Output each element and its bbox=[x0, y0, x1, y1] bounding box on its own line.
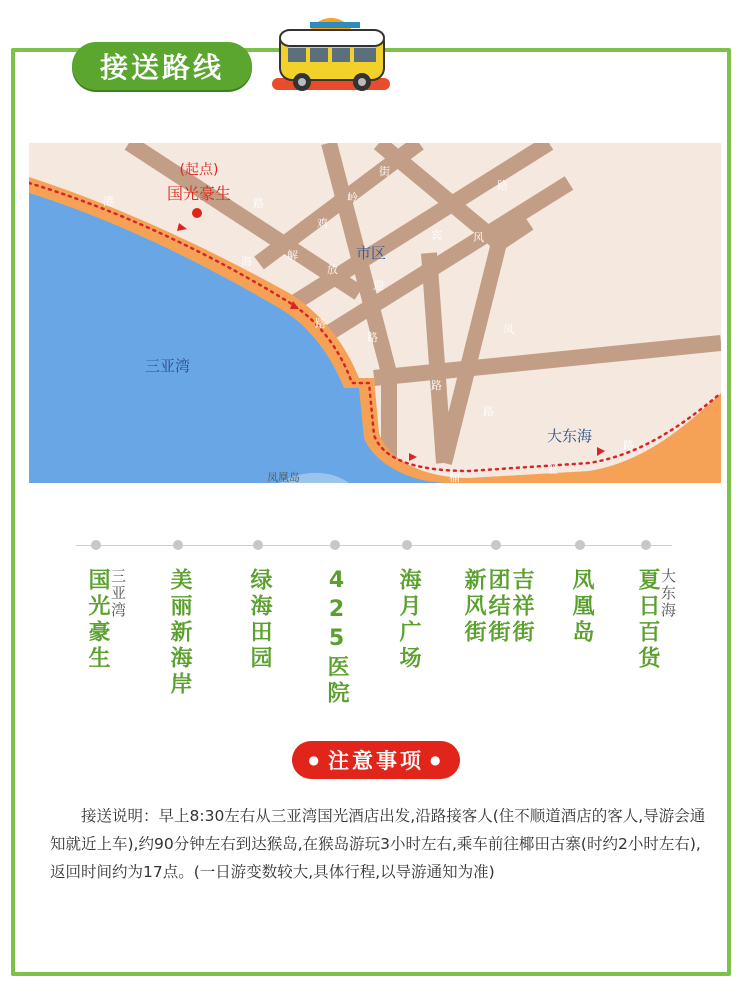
road-char: 风 bbox=[473, 231, 484, 244]
stop-name: 凤凰岛 bbox=[569, 568, 594, 646]
notice-title-badge bbox=[292, 741, 460, 779]
stop-meili bbox=[168, 568, 190, 698]
fenghuang-island-label: 凤凰岛 bbox=[267, 471, 300, 483]
stop-area: 三亚湾 bbox=[109, 568, 127, 619]
timeline-dot bbox=[91, 540, 101, 550]
timeline-dot bbox=[330, 540, 340, 550]
stop-name: 海月广场 bbox=[396, 568, 421, 672]
notice-title: 注意事项 bbox=[328, 749, 424, 773]
stop-fenghuang bbox=[570, 568, 592, 646]
dot-icon: ● bbox=[308, 753, 322, 767]
sanya-bay-label: 三亚湾 bbox=[145, 357, 191, 375]
stop-name: 夏日百货 bbox=[635, 568, 660, 672]
road-char: 宾 bbox=[431, 229, 442, 242]
notice-body: 接送说明：早上8:30左右从三亚湾国光酒店出发,沿路接客人(住不顺道酒店的客人,导游会通知就近上车),约90分钟左右到达猴岛,在猴岛游玩3小时左右,乘车前往椰田古寨(时约2小时左右),返回时间约为17点。(一日游变数较大,具体行程,以导游通知为准) bbox=[50, 807, 706, 881]
timeline-dot bbox=[575, 540, 585, 550]
stop-guoguang bbox=[86, 568, 125, 672]
stop-name: 国光豪生 bbox=[85, 568, 110, 672]
city-label: 市区 bbox=[356, 244, 387, 262]
road-char: 亚 bbox=[547, 463, 558, 476]
road-char: 路 bbox=[367, 331, 378, 344]
dadonghai-label: 大东海 bbox=[547, 427, 593, 445]
stop-lvhai bbox=[248, 568, 270, 672]
stop-haiyue bbox=[397, 568, 419, 672]
road-char: 放 bbox=[327, 263, 338, 276]
start-name: 国光豪生 bbox=[166, 184, 232, 203]
stop-name: 吉祥街 bbox=[509, 568, 534, 646]
timeline-dot bbox=[253, 540, 263, 550]
stop-name: 新风街 bbox=[461, 568, 486, 646]
timeline-dot bbox=[402, 540, 412, 550]
timeline-dot bbox=[173, 540, 183, 550]
stop-name: 团结街 bbox=[485, 568, 510, 646]
road-char: 港 bbox=[103, 195, 114, 208]
road-char: 路 bbox=[253, 197, 264, 210]
stop-area: 大东海 bbox=[659, 568, 677, 619]
road-char: 路 bbox=[497, 179, 508, 192]
stop-name: 绿海田园 bbox=[247, 568, 272, 672]
road-char: 鸡 bbox=[317, 217, 328, 230]
road-char: 凤 bbox=[503, 323, 514, 336]
road-char: 路 bbox=[623, 439, 634, 452]
start-tag: (起点) bbox=[179, 162, 219, 178]
timeline-dot bbox=[491, 540, 501, 550]
section-title: 接送路线 bbox=[72, 42, 252, 90]
road-char: 岭 bbox=[347, 191, 358, 204]
stop-streets bbox=[462, 568, 532, 646]
stop-name: 425医院 bbox=[324, 568, 349, 707]
road-char: 路 bbox=[483, 405, 494, 418]
timeline-dot bbox=[641, 540, 651, 550]
road-char: 街 bbox=[379, 165, 390, 178]
dot-icon: ● bbox=[430, 753, 444, 767]
road-char: 迎 bbox=[373, 279, 384, 292]
road-char: 路 bbox=[315, 317, 326, 330]
stop-425 bbox=[325, 568, 347, 707]
road-char: 榆 bbox=[449, 471, 460, 483]
road-char: 海 bbox=[241, 255, 252, 268]
stop-name: 美丽新海岸 bbox=[167, 568, 192, 698]
route-map bbox=[29, 143, 721, 483]
road-char: 解 bbox=[287, 249, 298, 262]
road-char: 路 bbox=[431, 379, 442, 392]
stop-xiari bbox=[636, 568, 675, 672]
bus-icon bbox=[266, 12, 396, 98]
